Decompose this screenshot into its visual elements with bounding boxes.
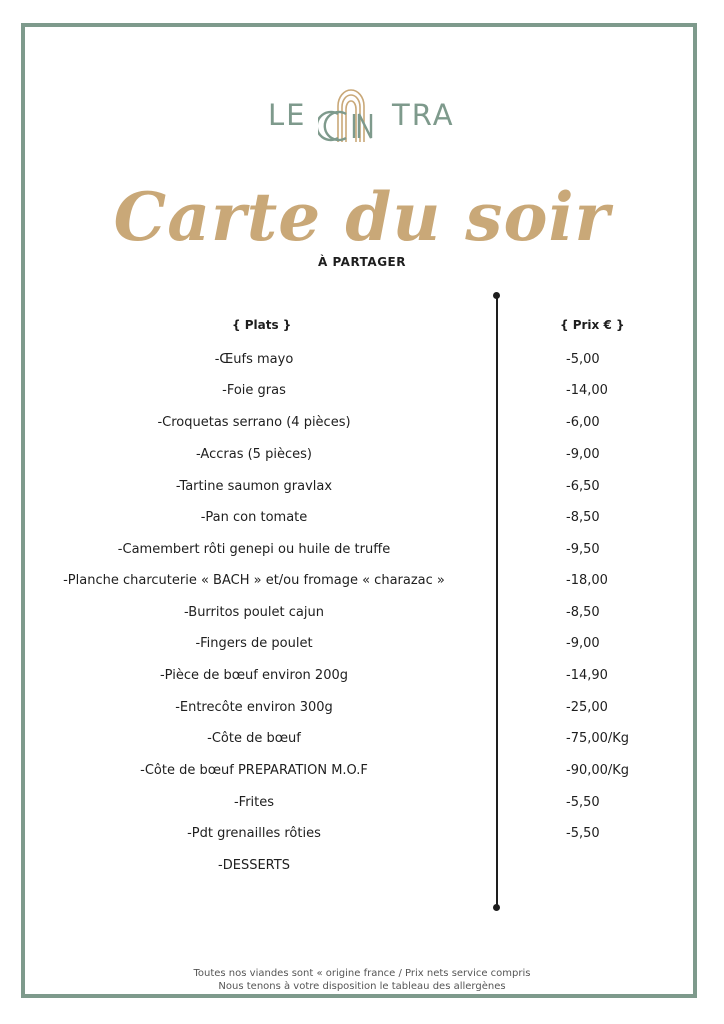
logo-text-right: TRA bbox=[392, 98, 455, 132]
menu-price: -6,00 bbox=[566, 415, 600, 430]
menu-item: -Côte de bœuf PREPARATION M.O.F bbox=[140, 763, 368, 778]
menu-price: -75,00/Kg bbox=[566, 731, 630, 746]
menu-item: -Entrecôte environ 300g bbox=[175, 700, 333, 715]
menu-item: -DESSERTS bbox=[218, 858, 290, 873]
menu-item: -Tartine saumon gravlax bbox=[175, 479, 333, 494]
menu-price: -25,00 bbox=[566, 700, 608, 715]
divider-bottom-dot bbox=[493, 904, 500, 911]
menu-price: -5,50 bbox=[566, 826, 600, 841]
menu-item: -Œufs mayo bbox=[214, 352, 294, 367]
menu-item: -Pdt grenailles rôties bbox=[187, 826, 321, 841]
logo-arch-icon bbox=[318, 84, 384, 144]
menu-price: -18,00 bbox=[566, 573, 608, 588]
menu-item: -Fingers de poulet bbox=[195, 636, 313, 651]
menu-item: -Frites bbox=[233, 795, 275, 810]
menu-price: -14,90 bbox=[566, 668, 608, 683]
menu-price: -5,50 bbox=[566, 795, 600, 810]
logo-text-left: LE bbox=[268, 98, 307, 132]
menu-item: -Côte de bœuf bbox=[207, 731, 301, 746]
menu-item: -Foie gras bbox=[222, 383, 286, 398]
restaurant-logo bbox=[0, 84, 724, 144]
menu-item: -Planche charcuterie « BACH » et/ou fromage « charazac » bbox=[63, 573, 445, 588]
dishes-header: { Plats } bbox=[232, 318, 292, 332]
page-subtitle: À PARTAGER bbox=[318, 255, 406, 269]
menu-item: -Pan con tomate bbox=[200, 510, 308, 525]
footer-note-origin: Toutes nos viandes sont « origine france / Prix nets service compris bbox=[193, 968, 531, 979]
menu-price: -14,00 bbox=[566, 383, 608, 398]
menu-item: -Accras (5 pièces) bbox=[196, 447, 312, 462]
menu-item: -Croquetas serrano (4 pièces) bbox=[157, 415, 351, 430]
prices-header: { Prix € } bbox=[560, 318, 625, 332]
menu-price: -5,00 bbox=[566, 352, 600, 367]
page-title: Carte du soir bbox=[113, 178, 611, 256]
menu-price: -90,00/Kg bbox=[566, 763, 630, 778]
menu-item: -Pièce de bœuf environ 200g bbox=[159, 668, 348, 683]
divider-top-dot bbox=[493, 292, 500, 299]
menu-price: -9,00 bbox=[566, 447, 600, 462]
menu-price: -9,50 bbox=[566, 542, 600, 557]
menu-price: -8,50 bbox=[566, 605, 600, 620]
menu-item: -Camembert rôti genepi ou huile de truffe bbox=[117, 542, 391, 557]
menu-item: -Burritos poulet cajun bbox=[184, 605, 324, 620]
menu-price: -6,50 bbox=[566, 479, 600, 494]
menu-price: -9,00 bbox=[566, 636, 600, 651]
footer-note-allergens: Nous tenons à votre disposition le tableau des allergènes bbox=[218, 981, 506, 992]
menu-price: -8,50 bbox=[566, 510, 600, 525]
